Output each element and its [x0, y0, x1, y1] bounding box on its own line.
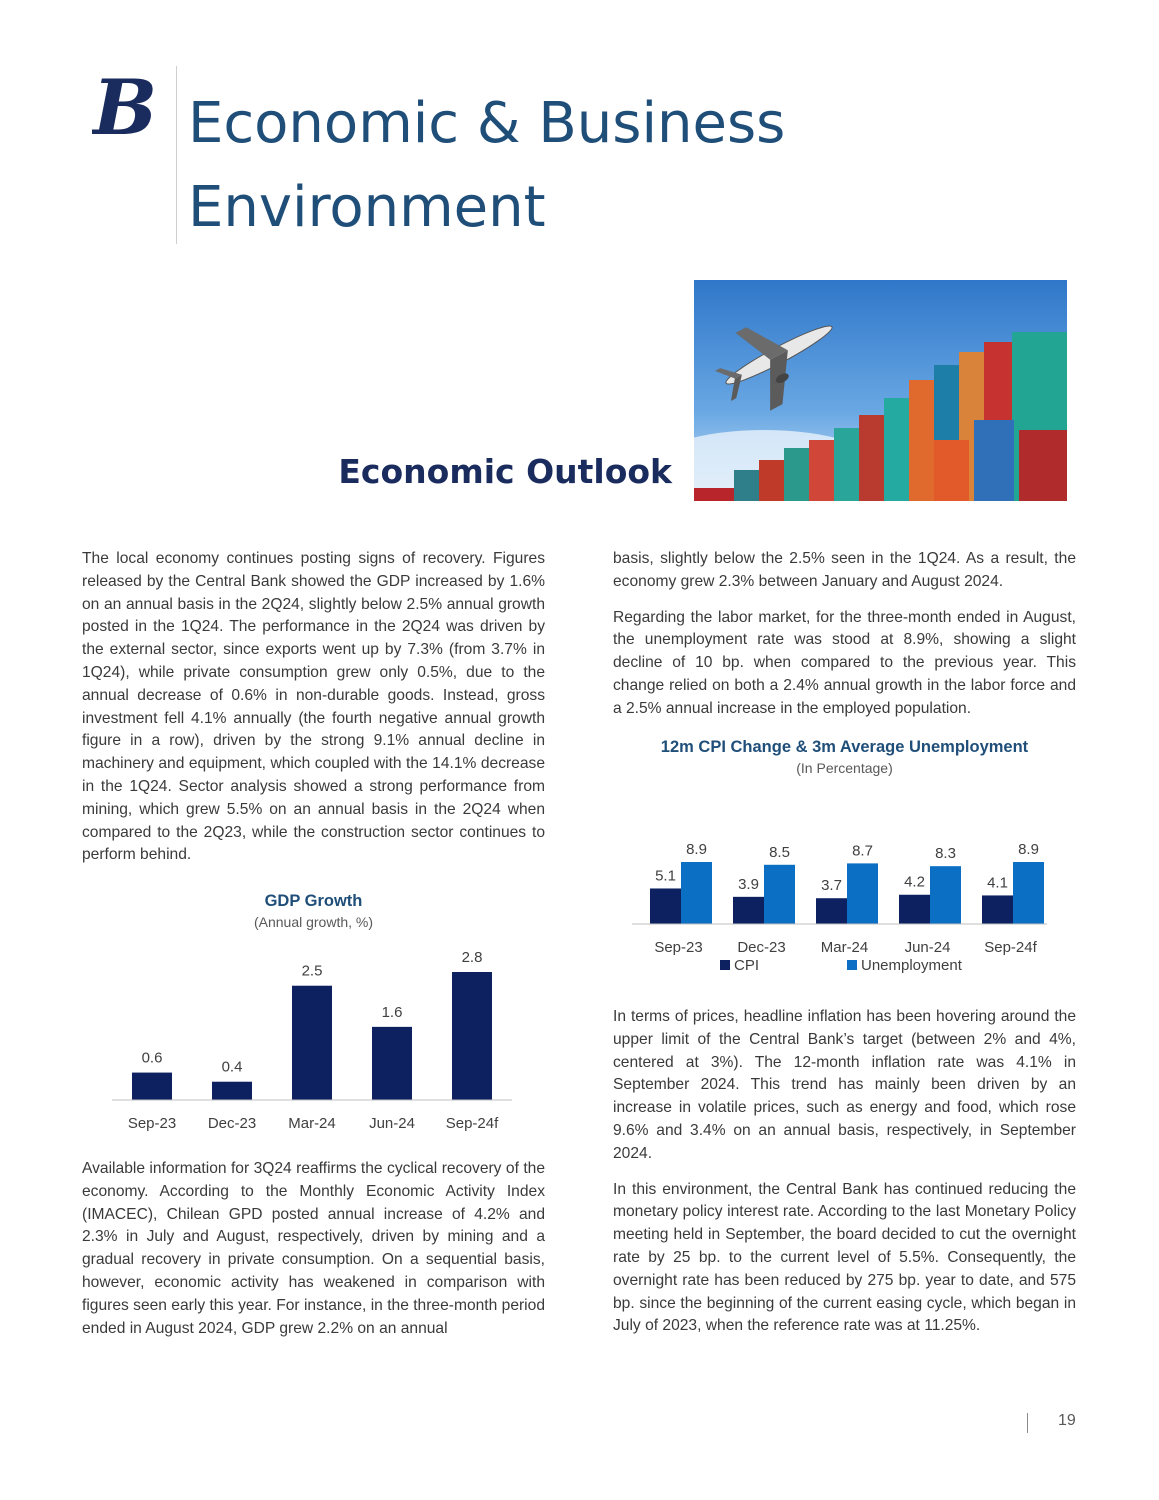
left-column-bottom	[82, 1158, 545, 1340]
hero-image-airplane-containers	[694, 280, 1067, 501]
cpi-bar	[650, 888, 681, 924]
unemployment-bar	[764, 865, 795, 924]
data-label: 2.8	[461, 949, 483, 966]
bar	[452, 972, 492, 1100]
unemployment-bar	[1013, 862, 1044, 924]
right-column-bottom	[613, 1006, 1076, 1338]
company-logo	[92, 70, 158, 142]
cpi-bar	[816, 898, 847, 924]
paragraph: Available information for 3Q24 reaffirms the cyclical recovery of the economy. According to the Monthly Economic Activity Index (IMACEC), Chilean GPD posted annual increase of 4.2% and 2.3% in July and August, respectively, driven by mining and a gradual recovery in private consumption. On a sequential basis, however, economic activity has weakened in comparison with figures seen early this year. For instance, in the three-month period ended in August 2024, GDP grew 2.2% on an annual	[82, 1160, 545, 1337]
data-label: 8.7	[852, 842, 873, 860]
page-title	[188, 82, 888, 250]
legend-label: Unemployment	[861, 957, 962, 974]
chart-title: 12m CPI Change & 3m Average Unemployment	[660, 738, 1029, 756]
page-title-line-2: Environment	[188, 175, 546, 240]
tick-label: Dec-23	[207, 1115, 257, 1132]
tick-label: Mar-24	[820, 939, 869, 956]
tick-label: Dec-23	[737, 939, 786, 956]
data-label: 8.3	[935, 845, 956, 863]
data-label: 5.1	[655, 867, 676, 885]
paragraph: In this environment, the Central Bank has continued reducing the monetary policy interest rate. According to the last Monetary Policy meeting held in September, the board decided to cut the overnight rate by 25 bp. to the current level of 5.5%. Consequently, the overnight rate has been reduced by 275 bp. year to date, and 575 bp. since the beginning of the current easing cycle, which began in July of 2023, when the reference rate was at 11.25%.	[613, 1180, 1076, 1335]
page-title-line-1: Economic & Business	[188, 91, 786, 156]
paragraph: Regarding the labor market, for the three-month ended in August, the unemployment rate was stood at 8.9%, showing a slight decline of 10 bp. when compared to the previous year. This change relied on both a 2.4% annual growth in the labor force and a 2.5% annual increase in the employed population.	[613, 608, 1076, 717]
data-label: 8.5	[769, 843, 790, 861]
tick-label: Mar-24	[288, 1115, 336, 1132]
cpi-bar	[899, 895, 930, 924]
chart-title: GDP Growth	[264, 892, 363, 910]
tick-label: Jun-24	[904, 939, 951, 956]
chart-subtitle: (Annual growth, %)	[253, 914, 374, 930]
unemployment-bar	[681, 862, 712, 924]
data-label: 1.6	[381, 1003, 403, 1021]
data-label: 4.1	[987, 874, 1008, 892]
unemployment-bar	[847, 863, 878, 924]
data-label: 0.6	[141, 1049, 163, 1067]
legend-label: CPI	[734, 957, 760, 974]
tick-label: Sep-24f	[984, 939, 1037, 956]
left-column-top	[82, 548, 545, 867]
tick-label: Sep-23	[654, 939, 703, 956]
cpi-bar	[982, 895, 1013, 924]
data-label: 3.7	[821, 877, 842, 895]
legend-swatch-unemployment	[847, 960, 857, 970]
bar	[292, 986, 332, 1100]
data-label: 0.4	[221, 1058, 243, 1076]
bar	[212, 1082, 252, 1100]
right-column-top	[613, 548, 1076, 721]
data-label: 4.2	[904, 873, 925, 891]
bar	[372, 1027, 412, 1100]
header-divider	[176, 66, 177, 244]
tick-label: Jun-24	[369, 1115, 415, 1132]
tick-label: Sep-24f	[445, 1115, 499, 1132]
legend-swatch-cpi	[720, 960, 730, 970]
paragraph: basis, slightly below the 2.5% seen in the 1Q24. As a result, the economy grew 2.3% between January and August 2024.	[613, 550, 1076, 590]
data-label: 2.5	[301, 962, 323, 980]
logo-letter: B	[92, 70, 158, 142]
footer-divider	[1027, 1413, 1028, 1433]
data-label: 8.9	[1018, 841, 1039, 858]
chart-subtitle: (In Percentage)	[796, 760, 893, 776]
page-number: 19	[1058, 1412, 1076, 1429]
paragraph: In terms of prices, headline inflation has been hovering around the upper limit of the Central Bank’s target (between 2% and 4%, centered at 3%). The 12-month inflation rate was 4.1% in September 2024. This trend has mainly been driven by an increase in volatile prices, such as energy and food, which rose 9.6% and 3.4% on an annual basis, respectively, in September 2024.	[613, 1008, 1076, 1162]
data-label: 8.9	[686, 841, 707, 858]
tick-label: Sep-23	[127, 1115, 177, 1132]
cpi-bar	[733, 897, 764, 924]
data-label: 3.9	[738, 875, 759, 893]
cpi-chart-plot	[620, 830, 1070, 985]
gdp-chart-plot	[90, 940, 540, 1140]
paragraph: The local economy continues posting signs of recovery. Figures released by the Central Bank showed the GDP increased by 1.6% on an annual basis in the 2Q24, slightly below 2.5% annual growth posted in the 1Q24. The performance in the 2Q24 was driven by the external sector, since exports went up by 7.3% (from 3.7% in 1Q24), while private consumption grew only 0.5%, due to the annual decrease of 0.6% in non-durable goods. Instead, gross investment fell 4.1% annually (the fourth negative annual growth figure in a row), driven by the strong 9.1% annual decline in machinery and equipment, which coupled with the 14.1% decrease in the 1Q24. Sector analysis showed a strong performance from mining, which grew 5.5% on an annual basis in the 2Q24 when compared to the 2Q23, while the construction sector continues to perform behind.	[82, 550, 545, 864]
unemployment-bar	[930, 866, 961, 924]
bar	[132, 1073, 172, 1100]
section-heading: Economic Outlook	[338, 452, 672, 491]
